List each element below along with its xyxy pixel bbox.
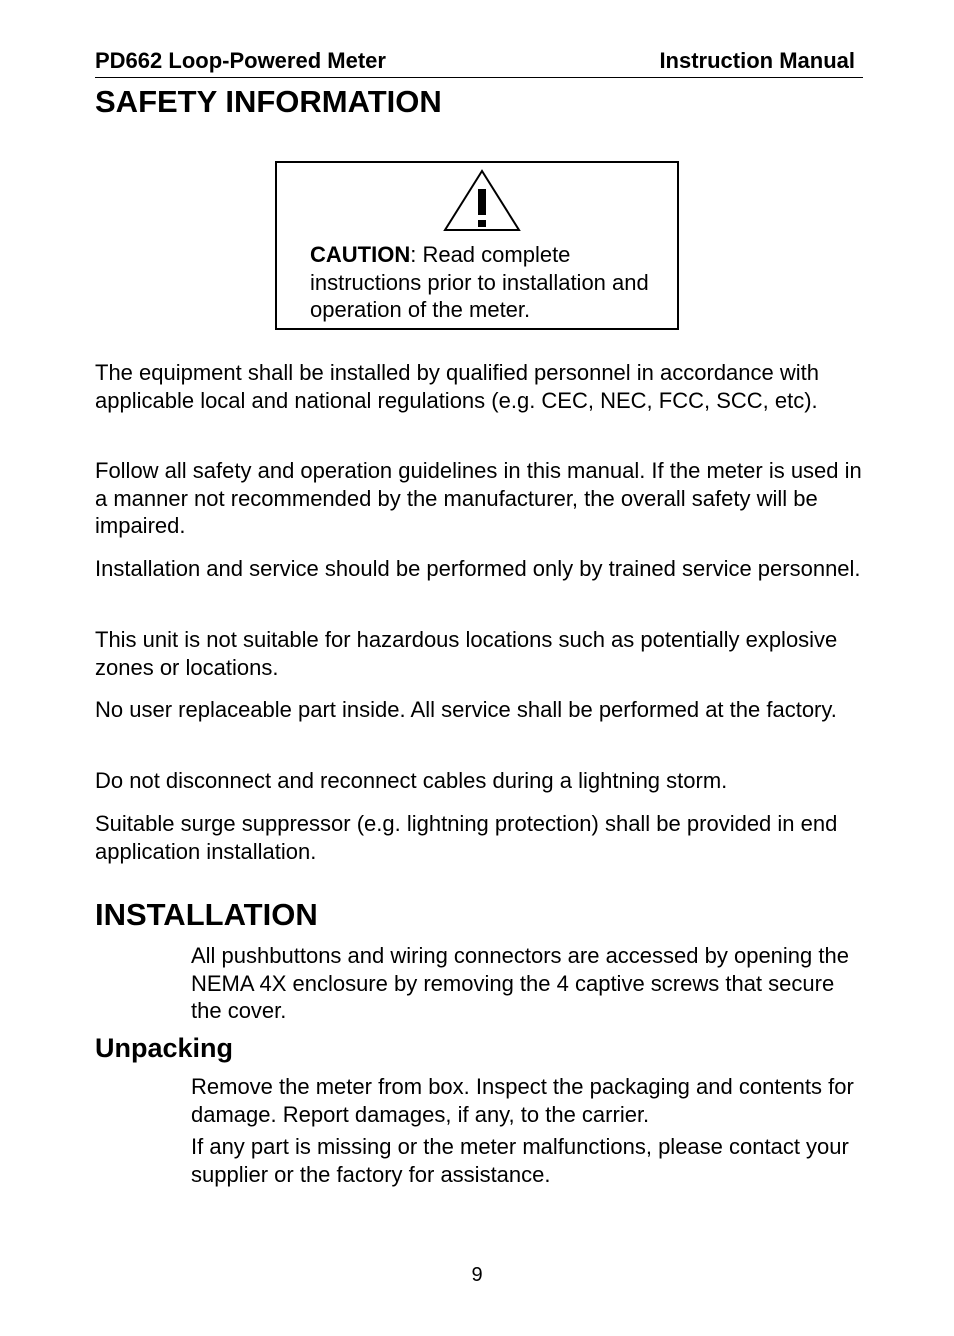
safety-paragraph-5: No user replaceable part inside. All service shall be performed at the factory. — [95, 697, 837, 722]
safety-paragraph-3: Installation and service should be performed only by trained service personnel. — [95, 556, 861, 581]
header-manual-title: Instruction Manual — [659, 48, 855, 73]
unpacking-heading: Unpacking — [95, 1033, 234, 1063]
safety-paragraph-2: Follow all safety and operation guidelines in this manual. If the meter is used in a manner not recommended by the manufacturer, the overall safety will be impaired. — [95, 458, 862, 538]
caution-label: CAUTION — [310, 242, 411, 267]
safety-heading: SAFETY INFORMATION — [95, 84, 442, 119]
unpacking-paragraph-1: Remove the meter from box. Inspect the packaging and contents for damage. Report damages, if any, to the carrier. — [191, 1074, 854, 1127]
header-product-title: PD662 Loop-Powered Meter — [95, 48, 386, 73]
installation-paragraph: All pushbuttons and wiring connectors are accessed by opening the NEMA 4X enclosure by removing the 4 captive screws that secure the cover. — [191, 943, 849, 1023]
page-number: 9 — [471, 1264, 483, 1286]
caution-text: : Read complete instructions prior to installation and operation of the meter. — [310, 242, 649, 322]
page-header — [95, 47, 863, 78]
caution-box — [275, 161, 679, 330]
caution-message — [310, 241, 660, 324]
warning-triangle-icon — [442, 167, 522, 233]
safety-paragraph-1: The equipment shall be installed by qualified personnel in accordance with applicable local and national regulations (e.g. CEC, NEC, FCC, SCC, etc). — [95, 360, 820, 413]
safety-paragraph-4: This unit is not suitable for hazardous locations such as potentially explosive zones or locations. — [95, 627, 838, 680]
safety-paragraph-6: Do not disconnect and reconnect cables during a lightning storm. — [95, 768, 728, 793]
installation-heading: INSTALLATION — [95, 897, 318, 932]
unpacking-paragraph-2: If any part is missing or the meter malfunctions, please contact your supplier or the factory for assistance. — [191, 1134, 849, 1187]
safety-paragraph-7: Suitable surge suppressor (e.g. lightning protection) shall be provided in end application installation. — [95, 811, 838, 864]
